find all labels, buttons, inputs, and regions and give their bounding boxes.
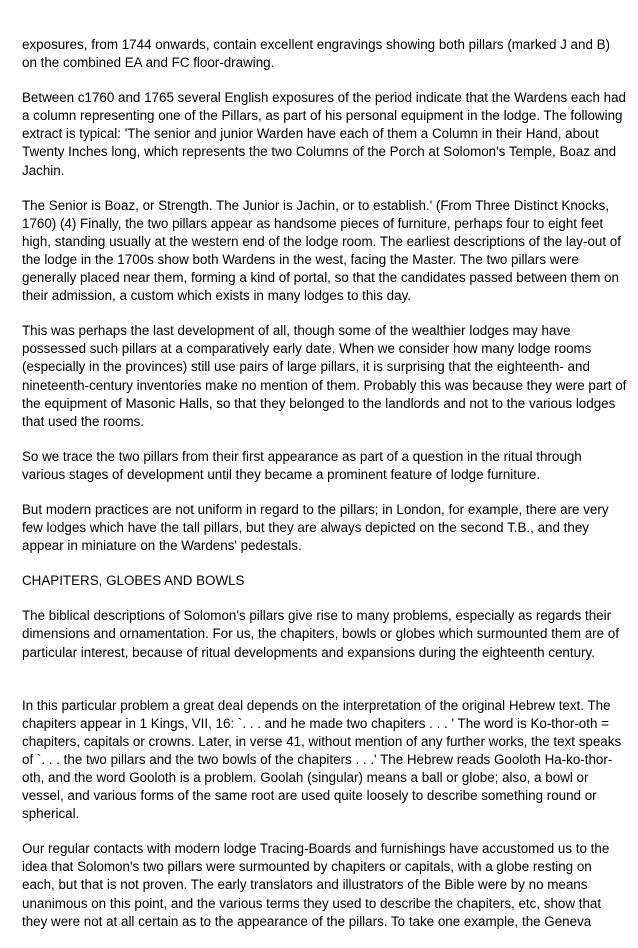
document-page	[22, 36, 628, 948]
section-heading: CHAPITERS, GLOBES AND BOWLS	[22, 573, 245, 589]
paragraph-hebrew-text: In this particular problem a great deal depends on the interpretation of the original Hebrew text. The chapiters appear in 1 Kings, VII, 16: `. . . and he made two chapiters . . . ' The word is Ko-thor-oth = chapiters, capitals or crowns. Later, in verse 41, without mention of any further works, the text speaks of `. . . the two pillars and the two bowls of the chapiters . . .' The Hebrew reads Gooloth Ha-ko-thor-oth, and the word Gooloth is a problem. Goolah (singular) means a ball or globe; also, a bowl or vessel, and various forms of the same root are used quite loosely to describe something round or spherical.	[22, 697, 622, 822]
paragraph-exposures-engravings: exposures, from 1744 onwards, contain excellent engravings showing both pillars (marked J and B) on the combined EA and FC floor-drawing.	[22, 37, 611, 71]
blank-gap	[22, 679, 628, 697]
paragraph-biblical-descriptions: The biblical descriptions of Solomon's pillars give rise to many problems, especially as regards their dimensions and ornamentation. For us, the chapiters, bowls or globes which surmounted them are of particular interest, because of ritual developments and expansions during the eighteenth century.	[22, 608, 619, 660]
paragraph-modern-practices: But modern practices are not uniform in regard to the pillars; in London, for example, there are very few lodges which have the tall pillars, but they are always depicted on the second T.B., and they appear in miniature on the Wardens' pedestals.	[22, 501, 609, 554]
paragraph-last-development: This was perhaps the last development of all, though some of the wealthier lodges may have possessed such pillars at a comparatively early date. When we consider how many lodge rooms (especially in the provinces) still use pairs of large pillars, it is surprising that the eighteenth- and nineteenth-century inventories make no mention of them. Probably this was because they were part of the equipment of Masonic Halls, so that they belonged to the landlords and not to the various lodges that used the rooms.	[22, 323, 627, 429]
paragraph-tracing-boards: Our regular contacts with modern lodge Tracing-Boards and furnishings have accustomed us to the idea that Solomon's two pillars were surmounted by chapiters or capitals, with a globe resting on each, but that is not proven. The early translators and illustrators of the Bible were by no means unanimous on this point, and the various terms they used to describe the chapiters, etc, show that they were not at all certain as to the appearance of the pillars. To take one example, the Geneva	[22, 841, 610, 929]
paragraph-wardens-columns: Between c1760 and 1765 several English exposures of the period indicate that the Wardens each had a column representing one of the Pillars, as part of his personal equipment in the lodge. The following extract is typical: 'The senior and junior Warden have each of them a Column in their Hand, about Twenty Inches long, which represents the two Columns of the Porch at Solomon's Temple, Boaz and Jachin.	[22, 90, 626, 178]
paragraph-senior-junior-pillars: The Senior is Boaz, or Strength. The Junior is Jachin, or to establish.' (From Three Distinct Knocks, 1760) (4) Finally, the two pillars appear as handsome pieces of furniture, perhaps four to eight feet high, standing usually at the western end of the lodge room. The earliest descriptions of the lay-out of the lodge in the 1700s show both Wardens in the west, facing the Master. The two pillars were generally placed near them, forming a kind of portal, so that the candidates passed between them on their admission, a custom which exists in many lodges to this day.	[22, 197, 621, 304]
paragraph-trace-pillars: So we trace the two pillars from their first appearance as part of a question in the ritual through various stages of development until they became a prominent feature of lodge furniture.	[22, 448, 582, 482]
